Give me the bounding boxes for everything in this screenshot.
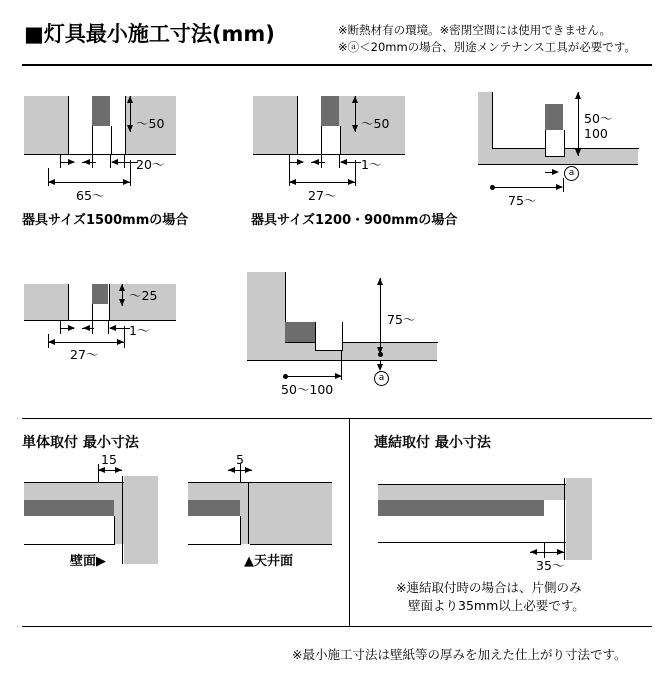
d5-fixture: [285, 322, 315, 342]
d5-vdim-arrow-up: [377, 278, 383, 285]
d2-tick-ext-1: [289, 154, 290, 168]
d3-fixture-body: [545, 130, 565, 157]
single-left-fixture: [24, 500, 114, 516]
d2-gap-ext-1: [339, 154, 340, 168]
d2-width-ext-1: [289, 168, 290, 186]
d4-tick-arrow-2: [83, 325, 90, 331]
d3-inner: [492, 92, 639, 149]
d5-width-label: 50～100: [281, 382, 334, 397]
d4-bottom-line: [24, 320, 176, 321]
single-right-label: ▲天井面: [244, 554, 293, 569]
header: [24, 18, 654, 62]
single-right-dim-arrow-l: [228, 467, 235, 473]
single-left-top-line: [24, 482, 124, 483]
d4-vdim-arrow-down: [119, 299, 125, 306]
d3-vdim-label: 50～ 100: [584, 111, 613, 141]
header-note-1: ※断熱材有の環境。※密閉空間には使用できません。: [338, 23, 611, 37]
header-divider: [22, 64, 652, 66]
d1-tick-arrow-2: [83, 159, 90, 165]
linked-dim-arrow-l: [530, 549, 537, 555]
d5-width-line: [285, 376, 341, 377]
d4-width-label: 27～: [70, 347, 99, 362]
d1-gap-ext-1: [110, 154, 111, 168]
single-right-dim-arrow-r: [245, 467, 252, 473]
d5-marker-arrow: [377, 364, 383, 371]
d4-width-ext-2: [124, 326, 125, 348]
d5-marker-circle: a: [374, 371, 389, 386]
single-right-slab: [250, 482, 332, 544]
d4-width-line: [48, 342, 124, 343]
d4-fixture-body: [92, 304, 110, 321]
page-title: ■灯具最小施工寸法(mm): [24, 22, 275, 46]
single-left-wall: [124, 476, 158, 564]
d3-width-arrow-right: [556, 184, 563, 190]
d3-bottom-line: [478, 164, 638, 165]
d3-vdim-line: [578, 92, 579, 156]
d4-width-ext-1: [48, 334, 49, 348]
d5-fixture-body: [315, 322, 343, 351]
single-right-fixture: [188, 500, 240, 516]
linked-dim-arrow-r: [557, 549, 564, 555]
linked-mount-title: 連結取付 最小寸法: [374, 435, 491, 451]
d2-width-arrow-left: [289, 179, 296, 185]
d3-width-line: [492, 187, 562, 188]
d2-vdim-label: ～50: [361, 116, 390, 131]
d2-caption: 器具サイズ1200・900mmの場合: [251, 213, 458, 228]
d2-fixture-body: [321, 126, 341, 155]
linked-dim-label: 35～: [536, 558, 565, 573]
single-left-dim-label: 15: [101, 452, 117, 467]
linked-fixture: [378, 500, 544, 516]
single-left-label: 壁面▶: [70, 554, 106, 569]
d3-vdim-arrow-down: [575, 149, 581, 156]
d1-width-ext-1: [48, 168, 49, 186]
d2-width-arrow-right: [348, 179, 355, 185]
d2-tick-ext-2: [321, 154, 322, 168]
single-left-dim-ext: [98, 464, 99, 482]
d1-caption: 器具サイズ1500mmの場合: [22, 213, 189, 228]
d3-width-ext: [563, 178, 564, 192]
d4-gap-label: 1～: [129, 323, 150, 338]
single-left-dim-arrow-l: [98, 467, 105, 473]
d2-fixture: [321, 96, 339, 126]
d1-tick-arrow-1: [68, 159, 75, 165]
linked-note-2: 壁面より35mm以上必要です。: [408, 598, 585, 613]
linked-note-1: ※連結取付時の場合は、片側のみ: [396, 580, 582, 595]
d4-fixture: [92, 284, 108, 304]
d1-width-line: [48, 182, 130, 183]
d4-gap-ext-1: [108, 320, 109, 334]
d1-vdim-label: ～50: [136, 116, 165, 131]
d2-width-ext-2: [355, 160, 356, 186]
single-right-dim-label: 5: [236, 452, 244, 467]
d3-vdim-arrow-up: [575, 92, 581, 99]
section-divider-vertical: [349, 418, 350, 626]
d4-tick-ext-2: [92, 320, 93, 334]
d4-width-arrow-right: [117, 339, 124, 345]
single-left-dim-arrow-r: [115, 467, 122, 473]
single-right-fixture-body: [188, 516, 241, 545]
d1-gap-ext-2: [124, 154, 125, 168]
d1-width-arrow-left: [48, 179, 55, 185]
d1-gap-arrow-left: [111, 159, 118, 165]
d2-tick-arrow-1: [297, 159, 304, 165]
d4-gap-arrow-left: [109, 325, 116, 331]
d4-vdim-label: ～25: [129, 288, 158, 303]
d3-fixture: [545, 104, 563, 130]
single-right-top-line: [188, 482, 332, 483]
section-divider-bottom: [22, 626, 652, 627]
d2-vdim-arrow-down: [352, 125, 358, 132]
d3-width-label: 75～: [508, 193, 537, 208]
d1-fixture: [92, 96, 110, 126]
d3-marker-arrow: [552, 169, 559, 175]
d4-vdim-arrow-up: [119, 284, 125, 291]
footer-note: ※最小施工寸法は壁紙等の厚みを加えた仕上がり寸法です。: [292, 647, 627, 662]
d2-width-label: 27～: [308, 188, 337, 203]
d5-vdim-dot: [378, 352, 383, 357]
d4-tick-ext-1: [60, 320, 61, 334]
single-left-fixture-body: [24, 516, 115, 545]
d5-vdim-line: [380, 278, 381, 354]
single-mount-title: 単体取付 最小寸法: [22, 435, 139, 451]
single-left-wall-line: [122, 476, 123, 564]
d1-width-arrow-right: [123, 179, 130, 185]
single-right-slab-line: [248, 482, 249, 544]
d1-fixture-body: [92, 126, 112, 155]
d2-width-line: [289, 182, 355, 183]
single-right-bottom-line: [250, 544, 332, 545]
d1-width-ext-2: [130, 160, 131, 186]
d4-width-arrow-left: [48, 339, 55, 345]
d2-gap-arrow-left: [340, 159, 347, 165]
linked-wall: [566, 478, 592, 560]
d1-tick-ext-2: [92, 154, 93, 168]
d5-vdim-label: 75～: [387, 312, 416, 327]
d3-marker-line: [545, 172, 553, 173]
d1-width-label: 65～: [76, 188, 105, 203]
d1-vdim-arrow-down: [127, 125, 133, 132]
d5-width-ext: [341, 350, 342, 380]
d2-tick-arrow-2: [312, 159, 319, 165]
d4-tick-arrow-1: [68, 325, 75, 331]
d1-tick-ext-1: [60, 154, 61, 168]
header-note-2: ※ⓐ＜20mmの場合、別途メンテナンス工具が必要です。: [338, 40, 636, 54]
d2-gap-label: 1～: [361, 157, 382, 172]
linked-wall-line: [564, 478, 565, 560]
d1-gap-label: 20～: [136, 157, 165, 172]
header-notes: [338, 22, 636, 56]
linked-fixture-body: [378, 516, 544, 543]
d1-vdim-arrow-up: [127, 96, 133, 103]
d2-vdim-arrow-up: [352, 96, 358, 103]
d3-marker-circle: a: [564, 166, 579, 181]
section-divider-top: [22, 418, 652, 419]
linked-top-line: [378, 484, 566, 485]
d5-bottom-line: [247, 360, 437, 361]
d2-bottom-line: [253, 154, 405, 155]
